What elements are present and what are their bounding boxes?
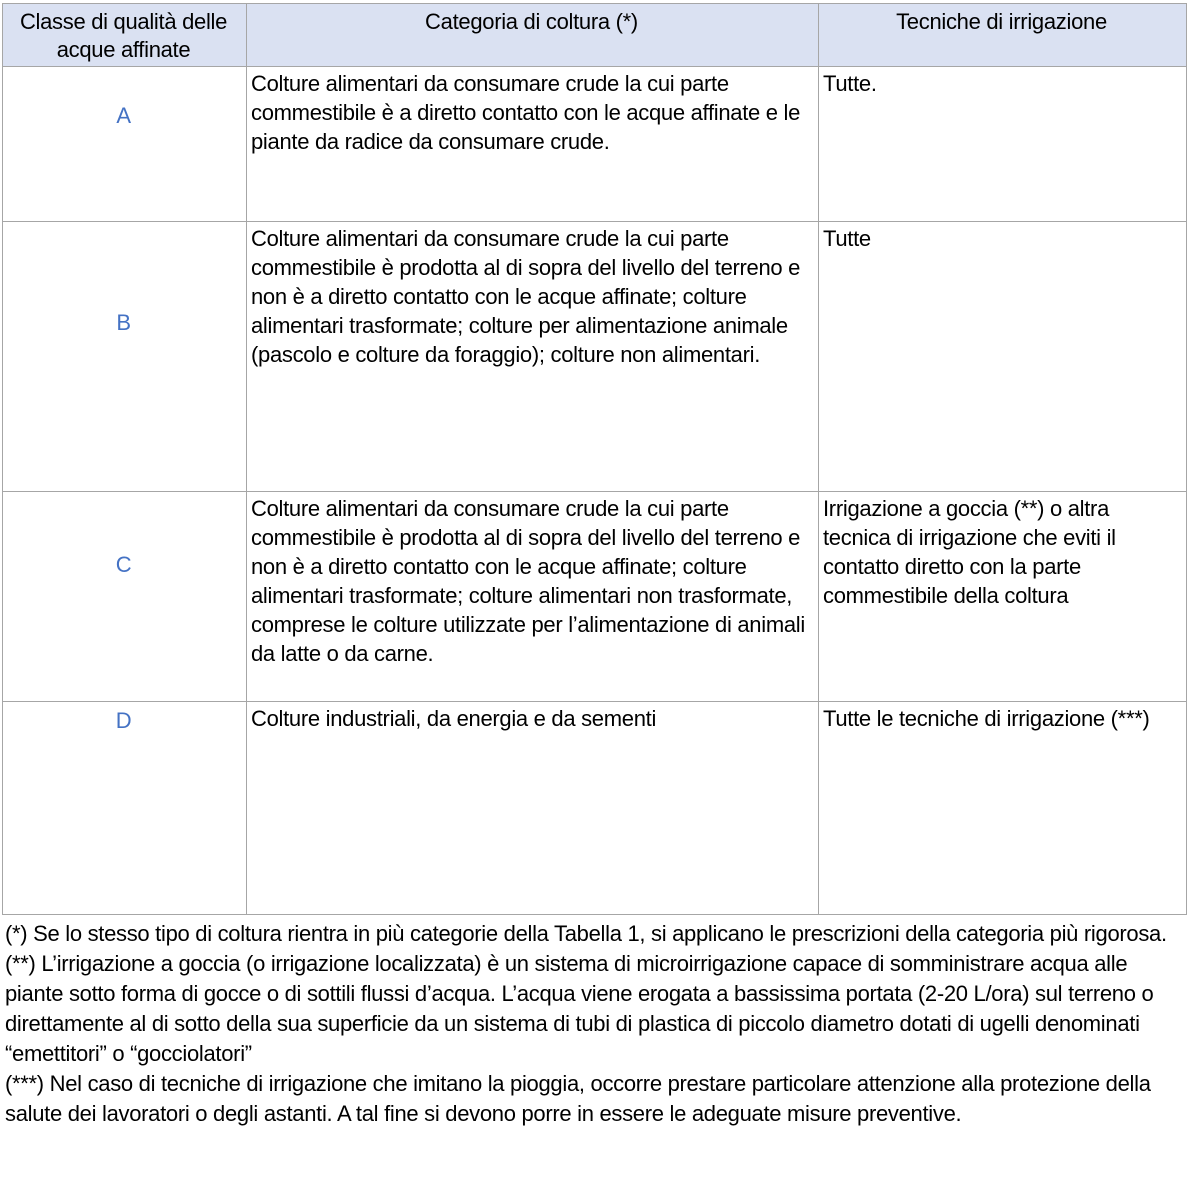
footnote-double-asterisk: (**) L’irrigazione a goccia (o irrigazione localizzata) è un sistema di microirrigazione capace di somministrare acqua alle piante sotto forma di gocce o di sottili flussi d’acqua. L’acqua viene erogata a bassissima portata (2-20 L/ora) sul terreno o direttamente al di sotto della sua superficie da un sistema di tubi di plastica di piccolo diametro dotati di ugelli denominati “emettitori” o “gocciolatori” xyxy=(5,951,1154,1066)
table-row-classe-b xyxy=(3,222,1187,492)
table-row-classe-a xyxy=(3,67,1187,222)
table-header xyxy=(3,4,1187,67)
categoria-cell-a: Colture alimentari da consumare crude la cui parte commestibile è a diretto contatto con le acque affinate e le piante da radice da consumare crude. xyxy=(247,67,819,222)
water-quality-irrigation-table xyxy=(2,3,1187,915)
tecniche-cell-a: Tutte. xyxy=(819,67,1187,222)
footnote-triple-asterisk: (***) Nel caso di tecniche di irrigazione che imitano la pioggia, occorre prestare particolare attenzione alla protezione della salute dei lavoratori o degli astanti. A tal fine si devono porre in essere le adeguate misure preventive. xyxy=(5,1071,1151,1126)
column-header-tecniche-irrigazione: Tecniche di irrigazione xyxy=(819,4,1187,67)
tecniche-cell-c: Irrigazione a goccia (**) o altra tecnica di irrigazione che eviti il contatto diretto con la parte commestibile della coltura xyxy=(819,492,1187,702)
table-body xyxy=(3,67,1187,915)
classe-cell-a: A xyxy=(3,67,247,222)
footnote-single-asterisk: (*) Se lo stesso tipo di coltura rientra in più categorie della Tabella 1, si applicano le prescrizioni della categoria più rigorosa. xyxy=(5,921,1167,946)
classe-cell-c: C xyxy=(3,492,247,702)
categoria-cell-c: Colture alimentari da consumare crude la cui parte commestibile è prodotta al di sopra del livello del terreno e non è a diretto contatto con le acque affinate; colture alimentari trasformate; colture alimentari non trasformate, comprese le colture utilizzate per l’alimentazione di animali da latte o da carne. xyxy=(247,492,819,702)
tecniche-cell-b: Tutte xyxy=(819,222,1187,492)
classe-cell-b: B xyxy=(3,222,247,492)
header-row xyxy=(3,4,1187,67)
column-header-classe-qualita: Classe di qualità delle acque affinate xyxy=(3,4,247,67)
column-header-categoria-coltura: Categoria di coltura (*) xyxy=(247,4,819,67)
table-row-classe-d xyxy=(3,702,1187,915)
document-page xyxy=(0,3,1188,1129)
table-row-classe-c xyxy=(3,492,1187,702)
tecniche-cell-d: Tutte le tecniche di irrigazione (***) xyxy=(819,702,1187,915)
footnotes-block xyxy=(0,915,1188,1129)
categoria-cell-b: Colture alimentari da consumare crude la cui parte commestibile è prodotta al di sopra del livello del terreno e non è a diretto contatto con le acque affinate; colture alimentari trasformate; colture per alimentazione animale (pascolo e colture da foraggio); colture non alimentari. xyxy=(247,222,819,492)
classe-cell-d: D xyxy=(3,702,247,915)
categoria-cell-d: Colture industriali, da energia e da sementi xyxy=(247,702,819,915)
